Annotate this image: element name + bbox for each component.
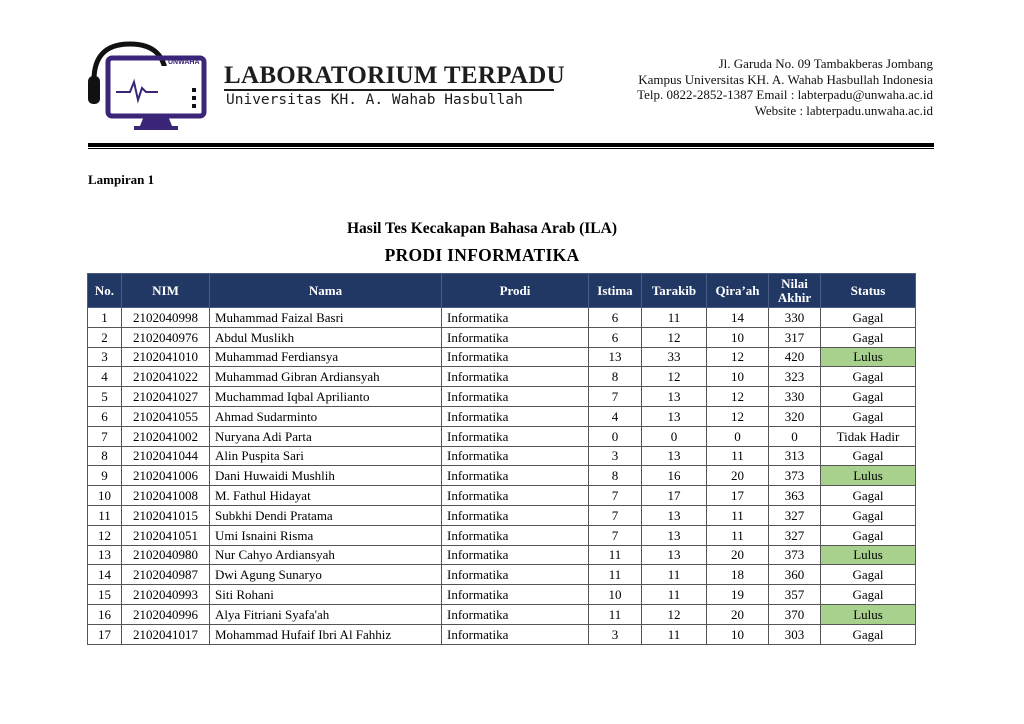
cell-qiraah: 17 [707,486,769,506]
cell-prodi: Informatika [442,308,589,328]
cell-nama: Muhammad Gibran Ardiansyah [210,367,442,387]
cell-no: 1 [88,308,122,328]
table-row [88,347,916,367]
cell-prodi: Informatika [442,624,589,644]
cell-status: Gagal [821,624,916,644]
cell-nilai: 360 [769,565,821,585]
cell-qiraah: 11 [707,446,769,466]
cell-nilai: 320 [769,406,821,426]
cell-tarakib: 13 [642,525,707,545]
header-nim: NIM [122,274,210,308]
header-no: No. [88,274,122,308]
cell-nilai: 370 [769,604,821,624]
cell-no: 14 [88,565,122,585]
cell-no: 12 [88,525,122,545]
cell-nama: Muhammad Faizal Basri [210,308,442,328]
contact-address: Jl. Garuda No. 09 Tambakberas Jombang [718,56,933,71]
cell-nilai: 373 [769,545,821,565]
cell-prodi: Informatika [442,406,589,426]
cell-nilai: 420 [769,347,821,367]
cell-istima: 11 [589,565,642,585]
cell-prodi: Informatika [442,545,589,565]
cell-istima: 0 [589,426,642,446]
cell-status: Gagal [821,505,916,525]
table-row [88,545,916,565]
cell-status: Gagal [821,406,916,426]
cell-qiraah: 20 [707,466,769,486]
cell-nama: M. Fathul Hidayat [210,486,442,506]
cell-prodi: Informatika [442,426,589,446]
cell-no: 2 [88,327,122,347]
cell-qiraah: 18 [707,565,769,585]
results-table [87,273,916,645]
cell-no: 6 [88,406,122,426]
cell-tarakib: 11 [642,624,707,644]
table-row [88,308,916,328]
lab-subtitle: Universitas KH. A. Wahab Hasbullah [226,92,523,108]
cell-qiraah: 10 [707,367,769,387]
table-row [88,585,916,605]
cell-status: Lulus [821,545,916,565]
cell-nama: Alya Fitriani Syafa'ah [210,604,442,624]
cell-nim: 2102040996 [122,604,210,624]
cell-qiraah: 14 [707,308,769,328]
cell-tarakib: 13 [642,387,707,407]
cell-nim: 2102040993 [122,585,210,605]
cell-istima: 11 [589,545,642,565]
cell-status: Gagal [821,446,916,466]
cell-tarakib: 13 [642,446,707,466]
cell-nim: 2102041015 [122,505,210,525]
cell-nim: 2102040980 [122,545,210,565]
title-underline [224,89,554,91]
cell-nama: Ahmad Sudarminto [210,406,442,426]
cell-prodi: Informatika [442,446,589,466]
cell-status: Gagal [821,565,916,585]
cell-nama: Dani Huwaidi Mushlih [210,466,442,486]
cell-prodi: Informatika [442,327,589,347]
cell-nama: Siti Rohani [210,585,442,605]
cell-status: Gagal [821,367,916,387]
cell-tarakib: 13 [642,406,707,426]
cell-istima: 13 [589,347,642,367]
cell-nim: 2102041002 [122,426,210,446]
table-row [88,466,916,486]
header-nama: Nama [210,274,442,308]
cell-nama: Dwi Agung Sunaryo [210,565,442,585]
cell-nilai: 0 [769,426,821,446]
cell-nim: 2102041006 [122,466,210,486]
cell-istima: 6 [589,327,642,347]
table-row [88,486,916,506]
cell-prodi: Informatika [442,466,589,486]
cell-status: Tidak Hadir [821,426,916,446]
cell-no: 11 [88,505,122,525]
cell-status: Lulus [821,347,916,367]
cell-nilai: 327 [769,505,821,525]
cell-nilai: 317 [769,327,821,347]
cell-qiraah: 0 [707,426,769,446]
table-row [88,367,916,387]
contact-website: Website : labterpadu.unwaha.ac.id [754,102,933,118]
cell-nim: 2102041017 [122,624,210,644]
cell-tarakib: 12 [642,327,707,347]
cell-tarakib: 17 [642,486,707,506]
cell-istima: 8 [589,466,642,486]
cell-nim: 2102041022 [122,367,210,387]
cell-nilai: 313 [769,446,821,466]
cell-prodi: Informatika [442,585,589,605]
cell-nilai: 323 [769,367,821,387]
document-title: Hasil Tes Kecakapan Bahasa Arab (ILA) [346,220,618,237]
cell-istima: 7 [589,505,642,525]
cell-istima: 7 [589,525,642,545]
unwaha-logo-icon [86,40,210,132]
cell-nama: Alin Puspita Sari [210,446,442,466]
cell-nama: Abdul Muslikh [210,327,442,347]
contact-block [637,56,933,118]
cell-qiraah: 12 [707,406,769,426]
cell-no: 7 [88,426,122,446]
cell-tarakib: 16 [642,466,707,486]
cell-istima: 8 [589,367,642,387]
cell-istima: 4 [589,406,642,426]
cell-tarakib: 0 [642,426,707,446]
cell-qiraah: 20 [707,604,769,624]
cell-istima: 10 [589,585,642,605]
table-row [88,604,916,624]
cell-istima: 6 [589,308,642,328]
cell-tarakib: 12 [642,367,707,387]
cell-qiraah: 11 [707,505,769,525]
cell-no: 13 [88,545,122,565]
cell-nilai: 327 [769,525,821,545]
header-nilai-line2: Akhir [777,289,812,305]
header-divider-thin [88,148,934,149]
cell-tarakib: 11 [642,565,707,585]
cell-nama: Muhammad Ferdiansya [210,347,442,367]
cell-status: Lulus [821,466,916,486]
header-nilai-akhir [769,274,821,308]
table-row [88,565,916,585]
cell-prodi: Informatika [442,525,589,545]
cell-no: 4 [88,367,122,387]
cell-istima: 7 [589,486,642,506]
cell-qiraah: 11 [707,525,769,545]
cell-prodi: Informatika [442,387,589,407]
cell-nilai: 357 [769,585,821,605]
table-row [88,426,916,446]
cell-nama: Subkhi Dendi Pratama [210,505,442,525]
cell-tarakib: 11 [642,585,707,605]
cell-prodi: Informatika [442,565,589,585]
cell-nilai: 330 [769,308,821,328]
cell-nama: Umi Isnaini Risma [210,525,442,545]
cell-nilai: 373 [769,466,821,486]
cell-nim: 2102041055 [122,406,210,426]
cell-prodi: Informatika [442,347,589,367]
header-istima: Istima [589,274,642,308]
cell-prodi: Informatika [442,604,589,624]
cell-nim: 2102041027 [122,387,210,407]
cell-no: 15 [88,585,122,605]
table-row [88,327,916,347]
cell-istima: 7 [589,387,642,407]
table-row [88,406,916,426]
cell-nim: 2102041044 [122,446,210,466]
table-row [88,525,916,545]
cell-tarakib: 11 [642,308,707,328]
cell-istima: 3 [589,624,642,644]
cell-no: 16 [88,604,122,624]
cell-istima: 3 [589,446,642,466]
cell-nilai: 303 [769,624,821,644]
contact-campus: Kampus Universitas KH. A. Wahab Hasbullah Indonesia [638,71,933,87]
table-row [88,505,916,525]
cell-no: 17 [88,624,122,644]
cell-nama: Nur Cahyo Ardiansyah [210,545,442,565]
table-row [88,624,916,644]
cell-nim: 2102041010 [122,347,210,367]
cell-tarakib: 13 [642,545,707,565]
cell-status: Gagal [821,387,916,407]
header-divider [88,143,934,147]
logo-text: UNWAHA [168,59,200,66]
cell-qiraah: 19 [707,585,769,605]
attachment-label: Lampiran 1 [88,172,155,187]
cell-qiraah: 12 [707,387,769,407]
cell-nilai: 363 [769,486,821,506]
table-row [88,446,916,466]
header-status: Status [821,274,916,308]
cell-qiraah: 12 [707,347,769,367]
table-row [88,387,916,407]
cell-no: 3 [88,347,122,367]
cell-istima: 11 [589,604,642,624]
cell-nama: Nuryana Adi Parta [210,426,442,446]
cell-nim: 2102040998 [122,308,210,328]
cell-nama: Muchammad Iqbal Aprilianto [210,387,442,407]
cell-tarakib: 12 [642,604,707,624]
cell-no: 8 [88,446,122,466]
cell-status: Gagal [821,525,916,545]
cell-prodi: Informatika [442,367,589,387]
cell-status: Gagal [821,486,916,506]
cell-qiraah: 10 [707,327,769,347]
cell-nim: 2102040976 [122,327,210,347]
cell-nilai: 330 [769,387,821,407]
cell-qiraah: 10 [707,624,769,644]
cell-prodi: Informatika [442,505,589,525]
cell-status: Gagal [821,327,916,347]
header-nilai-line1: Nilai [781,275,808,291]
cell-status: Gagal [821,308,916,328]
cell-nim: 2102041051 [122,525,210,545]
cell-no: 5 [88,387,122,407]
cell-no: 9 [88,466,122,486]
table-header-row [88,274,916,308]
header-qiraah: Qira’ah [707,274,769,308]
lab-title: LABORATORIUM TERPADU [224,62,565,89]
contact-phone-email: Telp. 0822-2852-1387 Email : labterpadu@unwaha.ac.id [637,87,933,102]
document-subtitle: PRODI INFORMATIKA [384,245,580,265]
cell-qiraah: 20 [707,545,769,565]
cell-nama: Mohammad Hufaif Ibri Al Fahhiz [210,624,442,644]
cell-nim: 2102041008 [122,486,210,506]
cell-status: Gagal [821,585,916,605]
header-tarakib: Tarakib [642,274,707,308]
header-prodi: Prodi [442,274,589,308]
cell-tarakib: 13 [642,505,707,525]
cell-tarakib: 33 [642,347,707,367]
cell-no: 10 [88,486,122,506]
cell-status: Lulus [821,604,916,624]
cell-nim: 2102040987 [122,565,210,585]
cell-prodi: Informatika [442,486,589,506]
